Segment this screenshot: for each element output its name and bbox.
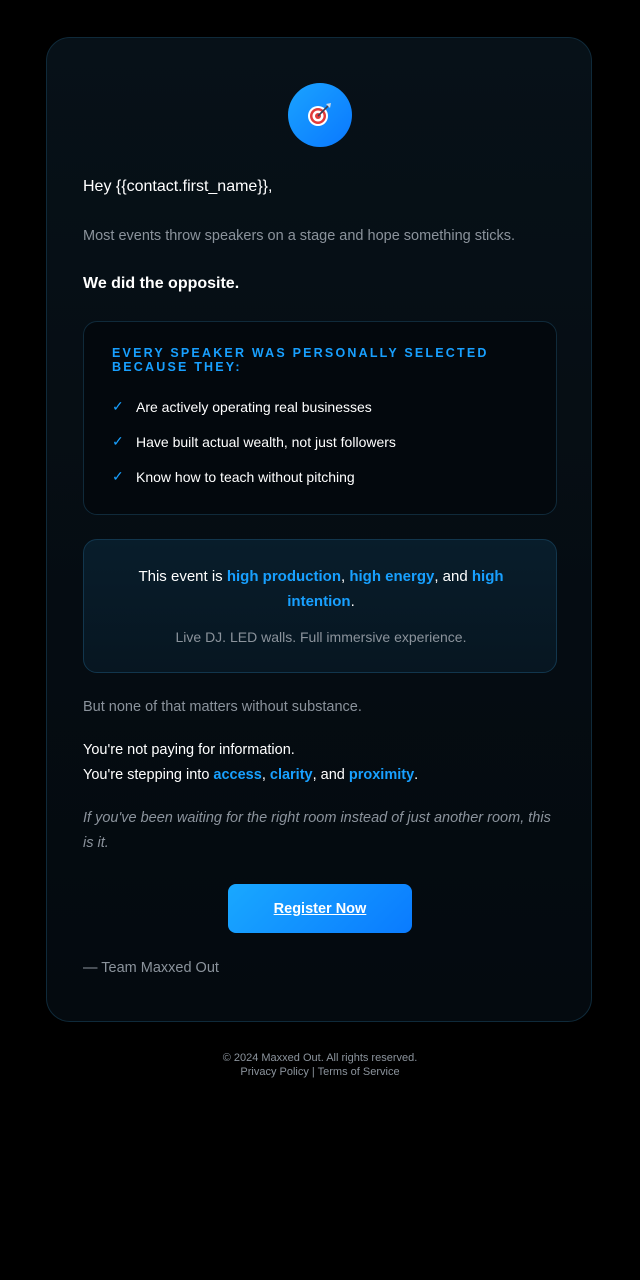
substance-text: But none of that matters without substance.	[83, 699, 362, 715]
register-now-button[interactable]: Register Now	[228, 884, 412, 933]
footer-links	[0, 1065, 640, 1079]
list-item	[112, 468, 355, 485]
intro-text: Most events throw speakers on a stage and hope something sticks.	[83, 228, 516, 244]
paying-line-2	[83, 763, 418, 788]
event-separator: , and	[434, 568, 472, 585]
check-icon: ✓	[112, 433, 124, 449]
footer-divider: |	[308, 1066, 318, 1078]
target-dart-icon	[307, 102, 333, 128]
brand-logo	[288, 83, 352, 147]
list-item	[112, 433, 396, 450]
event-highlight-box	[83, 539, 557, 673]
list-item-text: Have built actual wealth, not just followers	[136, 433, 396, 450]
copyright-text: © 2024 Maxxed Out. All rights reserved.	[222, 1052, 418, 1064]
paying-line-1: You're not paying for information.	[83, 742, 295, 758]
highlight-access: access	[213, 767, 262, 783]
greeting: Hey {{contact.first_name}},	[83, 178, 273, 195]
check-icon: ✓	[112, 398, 124, 414]
paying-period: .	[414, 767, 419, 783]
event-suffix: .	[350, 593, 355, 610]
check-icon: ✓	[112, 468, 124, 484]
terms-of-service-link[interactable]: Terms of Service	[317, 1066, 400, 1078]
privacy-policy-link[interactable]: Privacy Policy	[240, 1066, 309, 1078]
highlight-high-production: high production	[226, 568, 341, 585]
highlight-clarity: clarity	[269, 767, 313, 783]
highlight-proximity: proximity	[348, 767, 415, 783]
highlight-high-intention: high intention	[287, 568, 504, 610]
closing-quote: If you've been waiting for the right room instead of just another room, this is it.	[83, 810, 551, 851]
event-prefix: This event is	[138, 568, 227, 585]
footer	[0, 1051, 640, 1079]
speakers-heading: EVERY SPEAKER WAS PERSONALLY SELECTED BECAUSE THEY:	[112, 346, 489, 374]
signoff: — Team Maxxed Out	[83, 960, 219, 976]
list-item-text: Are actively operating real businesses	[136, 398, 372, 415]
speakers-box	[83, 321, 557, 515]
opposite-heading: We did the opposite.	[83, 275, 240, 292]
event-subtext: Live DJ. LED walls. Full immersive experience.	[175, 629, 467, 645]
list-item	[112, 398, 372, 415]
paying-separator: ,	[261, 767, 270, 783]
value-statement	[83, 738, 418, 788]
event-description	[124, 564, 518, 614]
event-separator: ,	[340, 568, 350, 585]
paying-prefix: You're stepping into	[83, 767, 214, 783]
highlight-high-energy: high energy	[349, 568, 435, 585]
list-item-text: Know how to teach without pitching	[136, 468, 355, 485]
paying-separator: , and	[312, 767, 349, 783]
